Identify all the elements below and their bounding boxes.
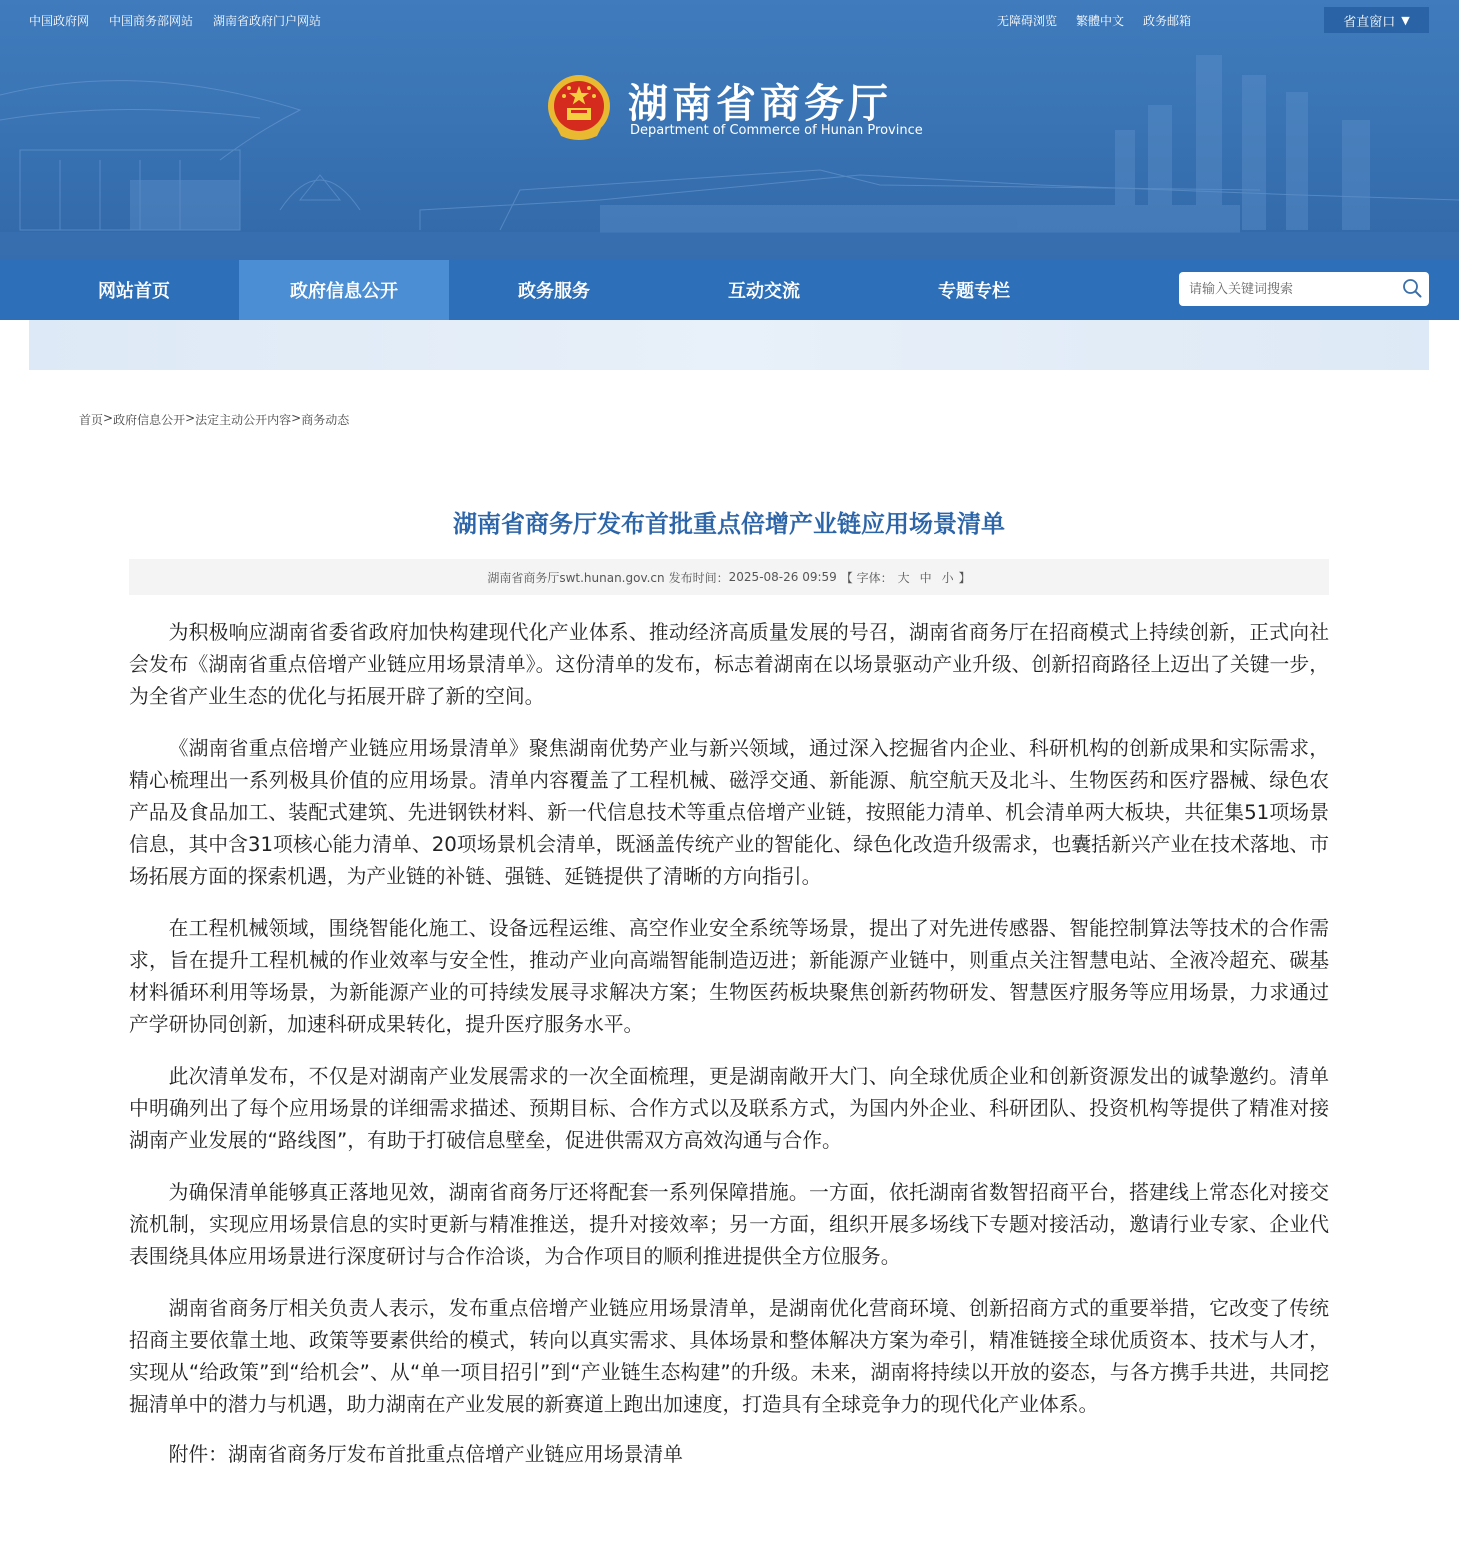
article-meta [129, 559, 1329, 595]
breadcrumb-gov-info[interactable]: 政府信息公开 [113, 413, 186, 427]
breadcrumb-separator: > [185, 411, 196, 425]
header-banner [0, 0, 1459, 260]
font-size-open: 【 字体： [840, 570, 893, 585]
nav-gov-info[interactable]: 政府信息公开 [239, 260, 449, 320]
search-icon[interactable] [1402, 278, 1422, 298]
link-hunan-gov[interactable]: 湖南省政府门户网站 [213, 14, 322, 28]
breadcrumb [79, 411, 349, 428]
top-links [29, 12, 321, 29]
breadcrumb-commerce-news[interactable]: 商务动态 [301, 413, 350, 427]
search-input[interactable] [1189, 277, 1389, 301]
font-size-large[interactable]: 大 [897, 570, 910, 585]
breadcrumb-separator: > [291, 411, 302, 425]
article-paragraph: 为确保清单能够真正落地见效，湖南省商务厅还将配套一系列保障措施。一方面，依托湖南省数智招商平台，搭建线上常态化对接交流机制，实现应用场景信息的实时更新与精准推送，提升对接效率；另一方面，组织开展多场线下专题对接活动，邀请行业专家、企业代表围绕具体应用场景进行深度研讨与合作洽谈，为合作项目的顺利推进提供全方位服务。 [129, 1181, 1329, 1268]
article-title: 湖南省商务厅发布首批重点倍增产业链应用场景清单 [453, 510, 1005, 538]
article-paragraph: 《湖南省重点倍增产业链应用场景清单》聚焦湖南优势产业与新兴领域，通过深入挖掘省内企业、科研机构的创新成果和实际需求，精心梳理出一系列极具价值的应用场景。清单内容覆盖了工程机械、磁浮交通、新能源、航空航天及北斗、生物医药和医疗器械、绿色农产品及食品加工、装配式建筑、先进钢铁材料、新一代信息技术等重点倍增产业链，按照能力清单、机会清单两大板块，共征集51项场景信息，其中含31项核心能力清单、20项场景机会清单，既涵盖传统产业的智能化、绿色化改造升级需求，也囊括新兴产业在技术落地、市场拓展方面的探索机遇，为产业链的补链、强链、延链提供了清晰的方向指引。 [129, 737, 1329, 888]
font-size-switcher [841, 569, 971, 586]
article-paragraph: 此次清单发布，不仅是对湖南产业发展需求的一次全面梳理，更是湖南敞开大门、向全球优质企业和创新资源发出的诚挚邀约。清单中明确列出了每个应用场景的详细需求描述、预期目标、合作方式以及联系方式，为国内外企业、科研团队、投资机构等提供了精准对接湖南产业发展的“路线图”，有助于打破信息壁垒，促进供需双方高效沟通与合作。 [129, 1065, 1329, 1152]
nav-topics[interactable]: 专题专栏 [938, 281, 1010, 302]
article-paragraph: 为积极响应湖南省委省政府加快构建现代化产业体系、推动经济高质量发展的号召，湖南省商务厅在招商模式上持续创新，正式向社会发布《湖南省重点倍增产业链应用场景清单》。这份清单的发布，标志着湖南在以场景驱动产业升级、创新招商路径上迈出了关键一步，为全省产业生态的优化与拓展开辟了新的空间。 [129, 621, 1329, 708]
font-size-small[interactable]: 小 [941, 570, 954, 585]
link-mofcom[interactable]: 中国商务部网站 [109, 14, 194, 28]
attachment-link[interactable]: 附件：湖南省商务厅发布首批重点倍增产业链应用场景清单 [168, 1443, 683, 1466]
font-size-close: 】 [958, 570, 971, 585]
portal-label: 省直窗口 [1343, 14, 1396, 30]
site-title: 湖南省商务厅 [628, 80, 892, 127]
link-gov-mail[interactable]: 政务邮箱 [1143, 14, 1192, 28]
breadcrumb-statutory[interactable]: 法定主动公开内容 [195, 413, 292, 427]
nav-home[interactable]: 网站首页 [98, 281, 170, 302]
article-source: 湖南省商务厅swt.hunan.gov.cn [487, 570, 665, 585]
link-traditional-chinese[interactable]: 繁體中文 [1076, 14, 1125, 28]
article-paragraph: 在工程机械领域，围绕智能化施工、设备远程运维、高空作业安全系统等场景，提出了对先进传感器、智能控制算法等技术的合作需求，旨在提升工程机械的作业效率与安全性，推动产业向高端智能制造迈进；新能源产业链中，则重点关注智慧电站、全液冷超充、碳基材料循环利用等场景，为新能源产业的可持续发展寻求解决方案；生物医药板块聚焦创新药物研发、智慧医疗服务等应用场景，力求通过产学研协同创新，加速科研成果转化，提升医疗服务水平。 [129, 917, 1329, 1036]
publish-date-label: 发布时间： [668, 570, 729, 585]
breadcrumb-separator: > [103, 411, 114, 425]
provincial-portal-dropdown[interactable] [1324, 7, 1429, 33]
site-subtitle: Department of Commerce of Hunan Province [630, 123, 923, 138]
font-size-medium[interactable]: 中 [919, 570, 932, 585]
article-body [129, 617, 1329, 1491]
utility-links [997, 12, 1191, 29]
breadcrumb-home[interactable]: 首页 [79, 413, 104, 427]
nav-gov-services[interactable]: 政务服务 [518, 281, 590, 302]
chevron-down-icon: ▼ [1401, 13, 1410, 27]
article-paragraph: 湖南省商务厅相关负责人表示，发布重点倍增产业链应用场景清单，是湖南优化营商环境、创新招商方式的重要举措，它改变了传统招商主要依靠土地、政策等要素供给的模式，转向以真实需求、具体场景和整体解决方案为牵引，精准链接全球优质资本、技术与人才，实现从“给政策”到“给机会”、从“单一项目招引”到“产业链生态构建”的升级。未来，湖南将持续以开放的姿态，与各方携手共进，共同挖掘清单中的潜力与机遇，助力湖南在产业发展的新赛道上跑出加速度，打造具有全球竞争力的现代化产业体系。 [129, 1297, 1329, 1416]
publish-date: 2025-08-26 09:59 [728, 570, 837, 584]
link-accessibility[interactable]: 无障碍浏览 [997, 14, 1058, 28]
main-nav [0, 260, 1459, 320]
nav-interaction[interactable]: 互动交流 [728, 281, 800, 302]
national-emblem-icon [545, 72, 613, 144]
decorative-band [29, 320, 1429, 370]
link-gov-cn[interactable]: 中国政府网 [29, 14, 90, 28]
search-box [1179, 272, 1429, 306]
